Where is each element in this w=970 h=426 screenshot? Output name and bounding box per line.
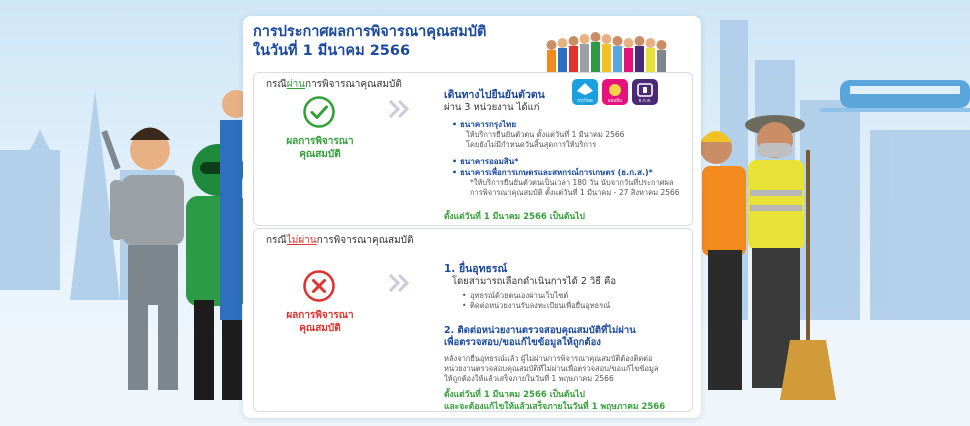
bank1-name: • ธนาคารกรุงไทย xyxy=(460,119,690,130)
pass-section xyxy=(253,72,693,226)
announcement-card xyxy=(243,16,701,418)
fail-step2-desc-2: หน่วยงานตรวจสอบคุณสมบัติที่ไม่ผ่านเพื่อตรวจสอบ/ขอแก้ไขข้อมูล xyxy=(444,364,659,373)
fail-heading-prefix: กรณี xyxy=(266,235,287,246)
pass-heading-suffix: การพิจารณาคุณสมบัติ xyxy=(305,79,402,90)
fail-step2-desc-3: ให้ถูกต้องให้แล้วเสร็จภายในวันที่ 1 พฤษภาคม 2566 xyxy=(444,374,614,383)
krungthai-logo xyxy=(572,79,598,105)
fail-step1-option2: • ติดต่อหน่วยงานรับลงทะเบียนเพื่อยื่นอุทธรณ์ xyxy=(470,301,684,311)
pass-step-subtitle: ผ่าน 3 หน่วยงาน ได้แก่ xyxy=(444,102,540,113)
fail-step1-option1: • อุทธรณ์ด้วยตนเองผ่านเว็บไซต์ xyxy=(470,291,684,301)
bank-list xyxy=(460,119,690,198)
gsb-logo-text: ออมสิน xyxy=(607,99,623,104)
bank3-name: • ธนาคารเพื่อการเกษตรและสหกรณ์การเกษตร (ธ.ก.ส.)* xyxy=(460,167,690,178)
fail-step2-title-1: 2. ติดต่อหน่วยงานตรวจสอบคุณสมบัติที่ไม่ผ่าน xyxy=(444,325,636,336)
fail-result-line-2: คุณสมบัติ xyxy=(299,323,341,334)
pass-heading-highlight: ผ่าน xyxy=(286,79,306,90)
title-line-2: ในวันที่ 1 มีนาคม 2566 xyxy=(253,43,411,59)
fail-section xyxy=(253,228,693,412)
double-chevron-right-icon-2 xyxy=(388,273,410,293)
x-circle-icon xyxy=(302,269,336,303)
check-circle-icon xyxy=(302,95,336,129)
office-worker-figure xyxy=(220,120,242,320)
fail-heading-suffix: การพิจารณาคุณสมบัติ xyxy=(316,235,414,246)
bank23-desc-2: การพิจารณาคุณสมบัติ ตั้งแต่วันที่ 1 มีนาคม - 27 สิงหาคม 2566 xyxy=(470,188,680,197)
fail-step2-title-2: เพื่อตรวจสอบ/ขอแก้ไขข้อมูลให้ถูกต้อง xyxy=(444,337,601,348)
pass-from-date: ตั้งแต่วันที่ 1 มีนาคม 2566 เป็นต้นไป xyxy=(444,212,585,222)
bank2-name: • ธนาคารออมสิน* xyxy=(460,156,690,167)
fail-result-label xyxy=(268,309,372,335)
baac-logo-text: ธ.ก.ส. xyxy=(638,99,652,104)
pass-step-title: เดินทางไปยืนยันตัวตน xyxy=(444,89,545,101)
fail-step2-desc-1: หลังจากยื่นอุทธรณ์แล้ว ผู้ไม่ผ่านการพิจารณาคุณสมบัติต้องติดต่อ xyxy=(444,354,653,363)
double-chevron-right-icon xyxy=(388,99,410,119)
gsb-logo xyxy=(602,79,628,105)
pass-section-heading xyxy=(266,77,402,92)
page-title xyxy=(253,23,486,61)
title-line-1: การประกาศผลการพิจารณาคุณสมบัติ xyxy=(253,24,487,40)
pass-heading-prefix: กรณี xyxy=(266,79,287,90)
fail-result-line-1: ผลการพิจารณา xyxy=(286,310,354,321)
fail-from-date-1: ตั้งแต่วันที่ 1 มีนาคม 2566 เป็นต้นไป xyxy=(444,390,585,400)
fail-section-heading xyxy=(266,233,414,248)
fail-step1-subtitle: โดยสามารถเลือกดำเนินการได้ 2 วิธี คือ xyxy=(452,276,617,287)
fail-heading-highlight: ไม่ผ่าน xyxy=(286,235,317,246)
krungthai-logo-text: กรุงไทย xyxy=(577,99,593,104)
fail-step1-title: 1. ยื่นอุทธรณ์ xyxy=(444,263,508,275)
bank1-desc-1: ให้บริการยืนยันตัวตน ตั้งแต่วันที่ 1 มีนาคม 2566 xyxy=(466,130,625,139)
pass-result-line-2: คุณสมบัติ xyxy=(299,149,341,160)
bank23-desc-1: *ให้บริการยืนยันตัวตนเป็นเวลา 180 วัน นับจากวันที่ประกาศผล xyxy=(470,178,674,187)
bank1-desc-2: โดยยังไม่มีกำหนดวันสิ้นสุดการให้บริการ xyxy=(466,140,597,149)
baac-logo xyxy=(632,79,658,105)
pass-result-label xyxy=(268,135,372,161)
pass-result-line-1: ผลการพิจารณา xyxy=(286,136,354,147)
fail-from-date-2: และจะต้องแก้ไขให้แล้วเสร็จภายในวันที่ 1 พฤษภาคม 2566 xyxy=(444,402,666,412)
